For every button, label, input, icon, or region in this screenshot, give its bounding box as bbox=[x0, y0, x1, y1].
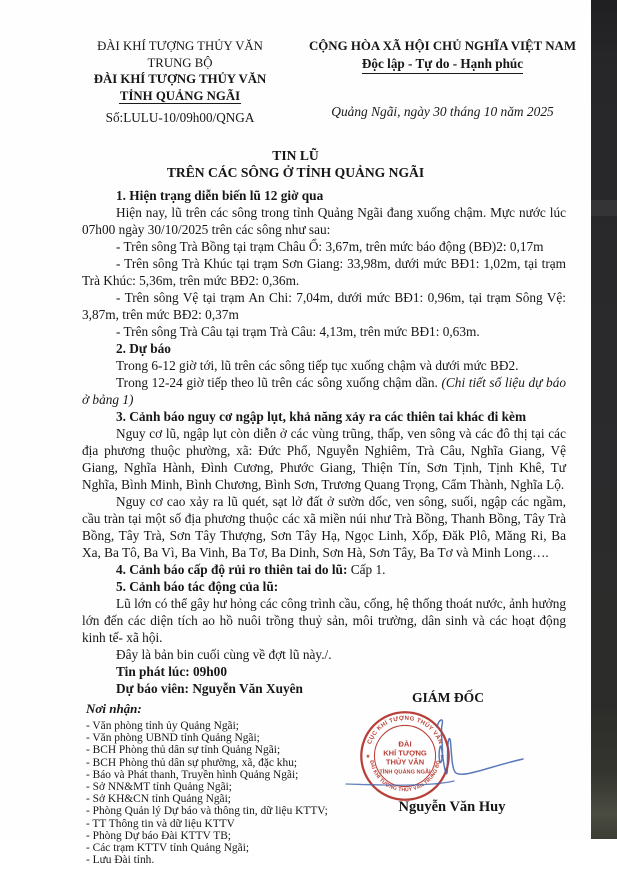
section-4-line bbox=[82, 561, 566, 578]
agency-line-3: ĐÀI KHÍ TƯỢNG THỦY VĂN bbox=[93, 72, 267, 87]
dateline: Quảng Ngãi, ngày 30 tháng 10 năm 2025 bbox=[331, 104, 554, 119]
motto-text: Độc lập - Tự do - Hạnh phúc bbox=[362, 55, 523, 74]
title-line-2: TRÊN CÁC SÔNG Ở TỈNH QUẢNG NGÃI bbox=[166, 165, 425, 181]
forecast-12-24h bbox=[82, 374, 566, 408]
river-status-tra-bong: - Trên sông Trà Bồng tại trạm Châu Ổ: 3,67m, trên mức báo động (BĐ)2: 0,17m bbox=[116, 238, 544, 254]
document-title bbox=[0, 147, 591, 182]
river-status-tra-cau: - Trên sông Trà Câu tại trạm Trà Câu: 4,13m, trên mức BĐ1: 0,63m. bbox=[116, 323, 480, 339]
recipient-item: - Sở KH&CN tỉnh Quảng Ngãi; bbox=[86, 793, 231, 806]
signer-name: Nguyễn Văn Huy bbox=[398, 798, 506, 815]
section-4-heading: 4. Cảnh báo cấp độ rủi ro thiên tai do lũ: bbox=[116, 561, 348, 577]
stamp-center-line-1: ĐÀI bbox=[398, 739, 412, 749]
forecaster-name: Dự báo viên: Nguyễn Văn Xuyên bbox=[116, 680, 303, 696]
recipient-item: - Phòng Dự báo Đài KTTV TB; bbox=[86, 829, 231, 842]
forecast-6-12h: Trong 6-12 giờ tới, lũ trên các sông tiếp tục xuống chậm và dưới mức BĐ2. bbox=[116, 357, 519, 373]
stamp-center-line-3: THỦY VĂN bbox=[385, 757, 425, 767]
recipient-item: - Lưu Đài tỉnh. bbox=[86, 854, 155, 867]
recipient-item: - TT Thông tin và dữ liệu KTTV bbox=[86, 817, 235, 830]
forecast-12-24h-text: Trong 12-24 giờ tiếp theo lũ trên các sông xuống chậm dần. bbox=[116, 374, 442, 390]
river-status-tra-khuc: - Trên sông Trà Khúc tại trạm Sơn Giang: 33,98m, dưới mức BĐ1: 1,02m, tại trạm Trà Khúc: 5,36m, trên mức BĐ2: 0,36m. bbox=[82, 255, 566, 288]
stamp-ring-bottom-text: ĐÀI KHÍ TƯỢNG THỦY VĂN TRUNG BỘ bbox=[368, 759, 442, 794]
national-motto-line: CỘNG HÒA XÃ HỘI CHỦ NGHĨA VIỆT NAM bbox=[308, 39, 577, 53]
agency-line-1: ĐÀI KHÍ TƯỢNG THỦY VĂN bbox=[97, 39, 263, 53]
stamp-ring-top-text: CỤC KHÍ TƯỢNG THỦY VĂN bbox=[366, 715, 444, 746]
stamp-center-line-2: KHÍ TƯỢNG bbox=[383, 748, 427, 758]
section-1-heading: 1. Hiện trạng diễn biến lũ 12 giờ qua bbox=[116, 187, 324, 203]
stamp-center-line-4: TỈNH QUẢNG NGÃI bbox=[379, 769, 431, 776]
right-dark-bar bbox=[591, 0, 617, 839]
impact-warning: Lũ lớn có thể gây hư hỏng các công trình cầu, cống, hệ thống thoát nước, ảnh hưởng lớn đến các diện tích ao hồ nuôi trồng thuỷ sản, môi trường, dân sinh và các hoạt động kinh tế- xã hội. bbox=[82, 595, 566, 645]
recipient-item: - Sở NN&MT tỉnh Quảng Ngãi; bbox=[86, 780, 232, 793]
signature-ink bbox=[338, 715, 538, 800]
national-header-block bbox=[306, 38, 579, 127]
section-1-intro: Hiện nay, lũ trên các sông trong tỉnh Quảng Ngãi đang xuống chậm. Mực nước lúc 07h00 ngày 30/10/2025 trên các sông như sau: bbox=[82, 204, 566, 237]
recipient-item: - Các trạm KTTV tỉnh Quảng Ngãi; bbox=[86, 842, 250, 854]
sidebar-glare bbox=[591, 200, 617, 216]
final-bulletin-note: Đây là bản bin cuối cùng về đợt lũ này./. bbox=[116, 646, 332, 662]
flood-risk-areas: Nguy cơ lũ, ngập lụt còn diễn ở các vùng trũng, thấp, ven sông và các đô thị tại các địa phương thuộc phường, xã: Đức Phổ, Nguyễn Nghiêm, Trà Câu, Nghĩa Giang, Vệ Giang, Nghĩa Hành, Đình Cương, Phước Giang, Thiện Tín, Sơn Tịnh, Tịnh Khê, Tư Nghĩa, Bình Minh, Bình Chương, Bình Sơn, Trương Quang Trọng, Cẩm Thành, Nghĩa Lộ. bbox=[82, 425, 566, 492]
section-5-heading: 5. Cảnh báo tác động của lũ: bbox=[116, 578, 279, 594]
stamp-star-right-icon: ★ bbox=[439, 754, 445, 761]
recipient-item: - BCH Phòng thủ dân sự phường, xã, đặc khu; bbox=[86, 756, 298, 769]
stamp-star-left-icon: ★ bbox=[365, 754, 371, 761]
section-2-heading: 2. Dự báo bbox=[116, 340, 171, 356]
recipient-item: - BCH Phòng thủ dân sự tỉnh Quảng Ngãi; bbox=[86, 744, 281, 757]
risk-level-value: Cấp 1. bbox=[347, 561, 386, 577]
issued-time: Tin phát lúc: 09h00 bbox=[116, 663, 227, 679]
recipients-label: Nơi nhận: bbox=[86, 700, 142, 716]
motto-line bbox=[306, 55, 579, 74]
recipient-item: - Văn phòng UBND tỉnh Quảng Ngãi; bbox=[86, 732, 260, 745]
recipient-item: - Văn phòng tỉnh ủy Quảng Ngãi; bbox=[86, 719, 239, 732]
title-line-1: TIN LŨ bbox=[272, 147, 319, 163]
document-body bbox=[0, 182, 591, 697]
agency-line-2: TRUNG BỘ bbox=[147, 55, 213, 70]
issuing-agency-block bbox=[54, 38, 306, 127]
section-3-heading: 3. Cảnh báo nguy cơ ngập lụt, khả năng xảy ra các thiên tai khác đi kèm bbox=[116, 408, 527, 424]
forecast-table-note: (Chi tiết số liệu dự báo ở bảng 1) bbox=[82, 374, 566, 407]
document-header bbox=[0, 0, 591, 127]
recipient-item: - Báo và Phát thanh, Truyền hình Quảng Ngãi; bbox=[86, 768, 299, 781]
signature-stroke-main bbox=[437, 720, 523, 774]
river-status-ve: - Trên sông Vệ tại trạm An Chi: 7,04m, dưới mức BĐ1: 0,96m, tại trạm Sông Vệ: 3,87m, trên mức BĐ2: 0,37m bbox=[82, 289, 566, 322]
signer-title: GIÁM ĐỐC bbox=[411, 689, 485, 705]
agency-line-4: TỈNH QUẢNG NGÃI bbox=[119, 88, 241, 103]
document-number: Số:LULU-10/09h00/QNGA bbox=[105, 110, 255, 126]
document-footer bbox=[0, 689, 591, 891]
landslide-risk-areas: Nguy cơ cao xảy ra lũ quét, sạt lở đất ở sườn dốc, ven sông, suối, ngập các ngầm, cầu tràn tại một số địa phương thuộc các xã miền núi như Trà Bồng, Thanh Bồng, Tây Trà Bồng, Tây Trà, Sơn Tây Thượng, Sơn Tây Hạ, Ngọc Linh, Xốp, Đăk Plô, Măng Ri, Ba Xa, Ba Tô, Ba Vì, Ba Vinh, Ba Tơ, Ba Dinh, Sơn Hà, Sơn Tây, Ba Tơ và Minh Long…. bbox=[82, 493, 566, 560]
signature-stroke-tail bbox=[346, 781, 454, 785]
recipient-item: - Phòng Quản lý Dự báo và thông tin, dữ liệu KTTV; bbox=[86, 805, 328, 818]
